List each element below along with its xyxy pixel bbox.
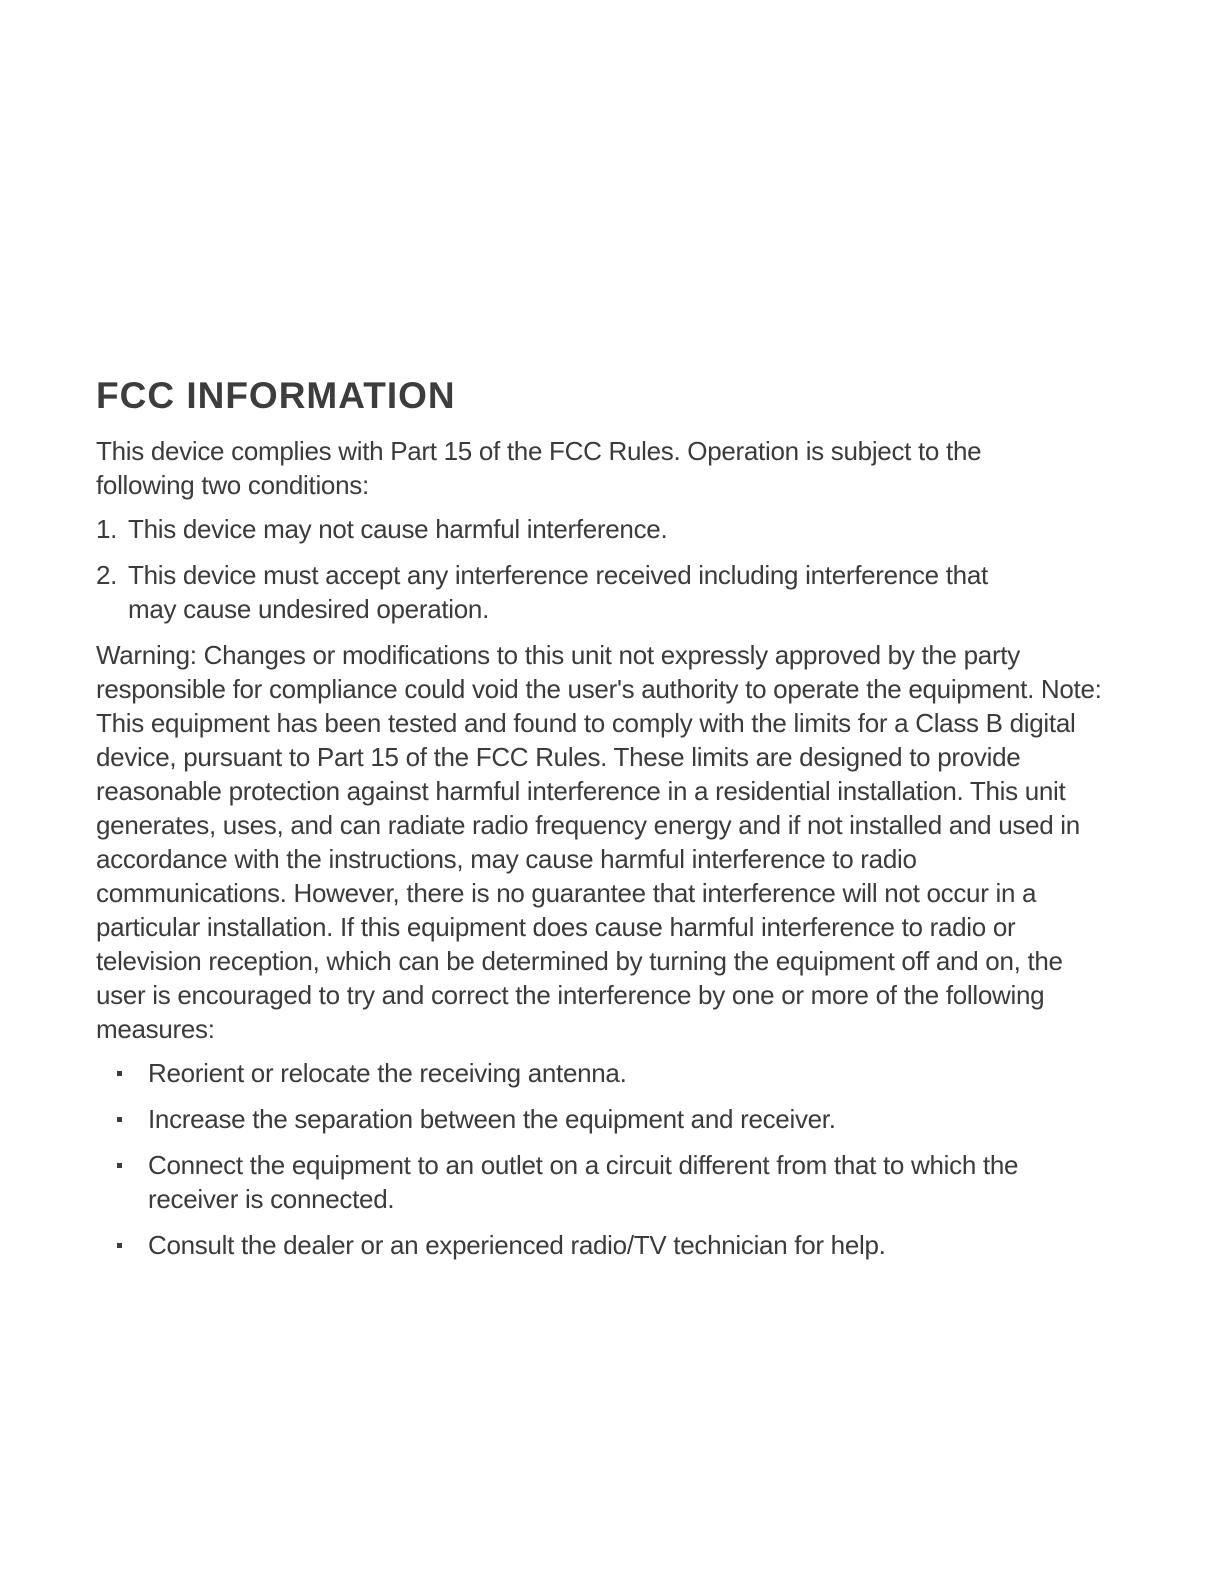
bullet-icon (96, 1102, 148, 1136)
bullet-icon (96, 1056, 148, 1090)
condition-text: This device must accept any interference received including interference that may cause undesired operation. (128, 560, 988, 624)
condition-number: 2. (96, 560, 118, 590)
condition-item (96, 558, 1116, 626)
warning-paragraph: Warning: Changes or modifications to this unit not expressly approved by the party responsible for compliance could void the user's authority to operate the equipment. Note: This equipment has been tested and found to comply with the limits for a Class B digital device, pursuant to Part 15 of the FCC Rules. These limits are designed to provide reasonable protection against harmful interference in a residential installation. This unit generates, uses, and can radiate radio frequency energy and if not installed and used in accordance with the instructions, may cause harmful interference to radio communications. However, there is no guarantee that interference will not occur in a particular installation. If this equipment does cause harmful interference to radio or television reception, which can be determined by turning the equipment off and on, the user is encouraged to try and correct the interference by one or more of the following measures: (96, 640, 1102, 1044)
bullet-icon (96, 1148, 148, 1216)
fcc-information-section (96, 372, 1116, 1274)
page-title: FCC INFORMATION (96, 375, 456, 416)
condition-item (96, 512, 1116, 546)
condition-number: 1. (96, 514, 118, 544)
measure-item (96, 1056, 1116, 1090)
measure-item (96, 1148, 1116, 1216)
measure-text: Reorient or relocate the receiving antenna. (148, 1058, 627, 1088)
measure-text: Increase the separation between the equipment and receiver. (148, 1104, 836, 1134)
measures-list (96, 1056, 1116, 1262)
intro-paragraph: This device complies with Part 15 of the FCC Rules. Operation is subject to the following two conditions: (96, 436, 982, 500)
measure-text: Consult the dealer or an experienced radio/TV technician for help. (148, 1230, 886, 1260)
condition-text: This device may not cause harmful interference. (128, 514, 668, 544)
bullet-icon (96, 1228, 148, 1262)
measure-text: Connect the equipment to an outlet on a circuit different from that to which the receiver is connected. (148, 1150, 1019, 1214)
measure-item (96, 1228, 1116, 1262)
measure-item (96, 1102, 1116, 1136)
conditions-list (96, 512, 1116, 626)
